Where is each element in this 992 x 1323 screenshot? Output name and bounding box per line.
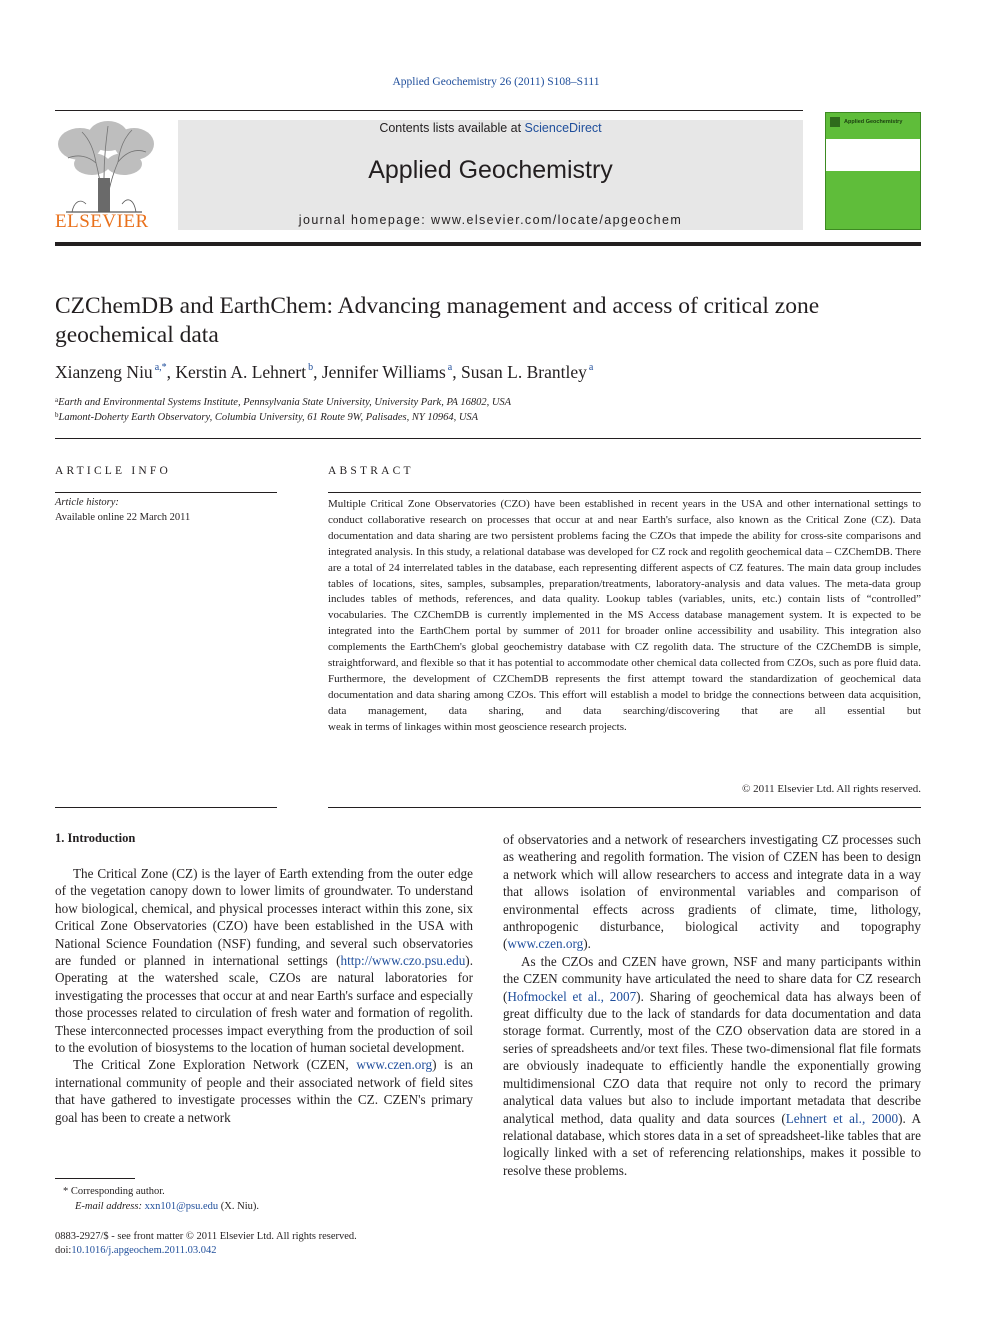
author-name[interactable]: Kerstin A. Lehnert xyxy=(175,362,307,382)
sciencedirect-link[interactable]: ScienceDirect xyxy=(524,121,602,135)
article-history-label: Article history: xyxy=(55,497,119,508)
affiliation xyxy=(55,411,478,423)
cover-band xyxy=(826,113,920,139)
article-title: CZChemDB and EarthChem: Advancing management and access of critical zone geochemical data xyxy=(55,293,820,348)
cover-logo-icon xyxy=(830,117,840,127)
section-heading: 1. Introduction xyxy=(55,831,136,845)
doi-link[interactable]: 10.1016/j.apgeochem.2011.03.042 xyxy=(71,1245,217,1256)
author-name[interactable]: Xianzeng Niu xyxy=(55,362,153,382)
journal-homepage[interactable]: journal homepage: www.elsevier.com/locate/apgeochem xyxy=(298,213,683,227)
contents-availability xyxy=(178,121,803,135)
author-name[interactable]: Jennifer Williams xyxy=(321,362,446,382)
body-column-right xyxy=(503,831,921,1179)
cover-title: Applied Geochemistry xyxy=(844,119,903,125)
paragraph-text: ) is an international community of people and their associated network of field sites that have gathered to investigate processes within the CZ. CZEN's primary goal has been to create a network xyxy=(55,1057,473,1125)
paragraph xyxy=(503,831,921,953)
paragraph-text: of observatories and a network of researchers investigating CZ processes such as weathering and regolith formation. The vision of CZEN has been to design a network which will allow researchers to access and integrate data in a way that allows isolation of environmental variables and comparison of environmental effects across gradients of climate, time, lithology, anthropogenic disturbance, biological activity and topography ( xyxy=(503,832,921,952)
abstract-rule-bottom xyxy=(328,807,921,808)
paragraph xyxy=(55,865,473,1056)
cover-white-band xyxy=(826,139,920,171)
paragraph xyxy=(503,953,921,1179)
corresponding-author-note: * Corresponding author. xyxy=(63,1186,165,1197)
email-suffix: (X. Niu). xyxy=(218,1201,259,1212)
paragraph-text: The Critical Zone Exploration Network (CZEN, xyxy=(73,1057,357,1073)
author-affiliation-mark[interactable]: a xyxy=(447,362,453,373)
author-affiliation-mark[interactable]: a xyxy=(588,362,594,373)
issn-line: 0883-2927/$ - see front matter © 2011 Elsevier Ltd. All rights reserved. xyxy=(55,1231,357,1242)
doi-prefix: doi: xyxy=(55,1245,72,1256)
citation-link[interactable]: Hofmockel et al., 2007 xyxy=(507,988,637,1004)
abstract-rule xyxy=(328,492,921,493)
body-column-left xyxy=(55,865,473,1126)
header-thick-rule xyxy=(55,242,921,246)
paragraph-text: ). Operating at the watershed scale, CZOs are natural laboratories for investigating the processes that occur at and near Earth's surface and especially those processes related to circulation of fresh water and formation of regolith. These interconnected processes impact everything from the production of soil to the evolution of biosystems to the location of human societal development. xyxy=(55,953,473,1056)
abstract-body xyxy=(328,497,921,736)
email-footnote xyxy=(55,1201,259,1212)
journal-reference[interactable]: Applied Geochemistry 26 (2011) S108–S111 xyxy=(392,76,600,88)
article-info-rule-bottom xyxy=(55,807,277,808)
header-divider xyxy=(55,110,803,111)
affiliation xyxy=(55,396,511,408)
czen-website-link[interactable]: www.czen.org xyxy=(507,936,584,952)
affiliation-label: b xyxy=(55,411,59,419)
email-link[interactable]: xxn101@psu.edu xyxy=(144,1201,219,1212)
footnote-rule xyxy=(55,1178,135,1179)
abstract-copyright: © 2011 Elsevier Ltd. All rights reserved. xyxy=(741,783,921,795)
elsevier-wordmark: ELSEVIER xyxy=(55,211,149,232)
article-info-heading: ARTICLE INFO xyxy=(55,465,171,477)
paragraph-text: As the CZOs and CZEN have grown, NSF and many participants within the CZEN community have articulated the need to share data for CZ research ( xyxy=(503,953,921,1004)
paragraph-text: ). Sharing of geochemical data has always been of great difficulty due to the lack of standards for data documentation and data storage format. Currently, most of the CZO observation data are stored in a series of spreadsheets and/or text files. These two-dimensional flat file formats are obviously inadequate to efficiently handle the exponentially growing multidimensional CZO data that require not only to record the primary analytical data values but also to include important metadata that describe analytical method, data quality and data sources ( xyxy=(503,988,922,1126)
abstract-heading: ABSTRACT xyxy=(328,465,414,477)
contents-prefix: Contents lists available at xyxy=(379,121,525,135)
affiliation-text: Lamont-Doherty Earth Observatory, Columbia University, 61 Route 9W, Palisades, NY 10964, USA xyxy=(58,412,479,423)
author-list: Xianzeng Niu $^{a,*}$, Kerstin A. Lehnert $^b$, Jennifer Williams $^a$, Susan L. Brantley $^a$ xyxy=(55,362,594,382)
abstract-text-last-line: weak in terms of linkages within most geoscience research projects. xyxy=(328,720,627,733)
paragraph xyxy=(55,1056,473,1126)
section-divider xyxy=(55,438,921,439)
journal-cover-thumbnail[interactable] xyxy=(825,112,921,230)
article-history-value: Available online 22 March 2011 xyxy=(55,512,191,523)
abstract-text-main: Multiple Critical Zone Observatories (CZO) have been established in recent years in the USA and other international settings to conduct collaborative research on processes that occur at and near Earth's surface, also known as the Critical Zone (CZ). Data documentation and data sharing are two persistent problems facing the CZOs that impede the ability for cross-site comparisons and integrated analysis. In this study, a relational database was developed for CZ rock and regolith geochemical data – CZChemDB. There are a total of 24 interrelated tables in the database, each representing different aspects of CZ features. The main data group includes tables of locations, sites, samples, subsamples, preparation/treatments, laboratory-analysis and data values. The meta-data group includes tables of methods, references, and data quality. Lookup tables (variables, units, etc.) contain lists of “controlled” vocabularies. The CZChemDB is currently implemented in the MS Access database management system. It is expected to be integrated into the EarthChem portal by summer of 2011 for broader online accessibility and usability. This integration also complements the EarthChem's global geochemistry database with CZ regolith data. The structure of the CZChemDB is simple, straightforward, and flexible so that it has potential to accommodate other chemical data collected from CZOs, such as pore fluid data. Furthermore, the development of CZChemDB represents the first attempt toward the standardization of geochemical data documentation and data sharing among CZOs. This effort will establish a model to bridge the connections between data acquisition, data management, data sharing, and data searching/discovering that are all essential but xyxy=(328,498,921,717)
paragraph-text: The Critical Zone (CZ) is the layer of Earth extending from the outer edge of the vegetation canopy down to lower limits of groundwater. To understand how biological, chemical, and physical processes interact within this zone, six Critical Zone Observatories (CZO) have been established in the USA with National Science Foundation (NSF) funding, and several such observatories are funded or planned in international settings ( xyxy=(55,866,473,969)
author-affiliation-mark[interactable]: a,* xyxy=(154,362,167,373)
article-info-rule xyxy=(55,492,277,493)
affiliation-label: a xyxy=(55,396,59,404)
author-name[interactable]: Susan L. Brantley xyxy=(460,362,587,382)
doi-line xyxy=(55,1245,216,1256)
czen-website-link[interactable]: www.czen.org xyxy=(356,1057,433,1073)
citation-link[interactable]: Lehnert et al., 2000 xyxy=(785,1110,899,1126)
affiliation-text: Earth and Environmental Systems Institute, Pennsylvania State University, University Park, PA 16802, USA xyxy=(58,397,512,408)
czo-website-link[interactable]: http://www.czo.psu.edu xyxy=(340,953,466,969)
paragraph-text: ). A relational database, which stores data in a set of spreadsheet-like tables that are logically linked with a set of referencing relationships, makes it possible to resolve these problems. xyxy=(503,1110,922,1178)
email-label: E-mail address: xyxy=(75,1201,142,1212)
journal-title[interactable]: Applied Geochemistry xyxy=(368,156,613,184)
paragraph-text: ). xyxy=(583,936,591,952)
author-affiliation-mark[interactable]: b xyxy=(308,362,314,373)
